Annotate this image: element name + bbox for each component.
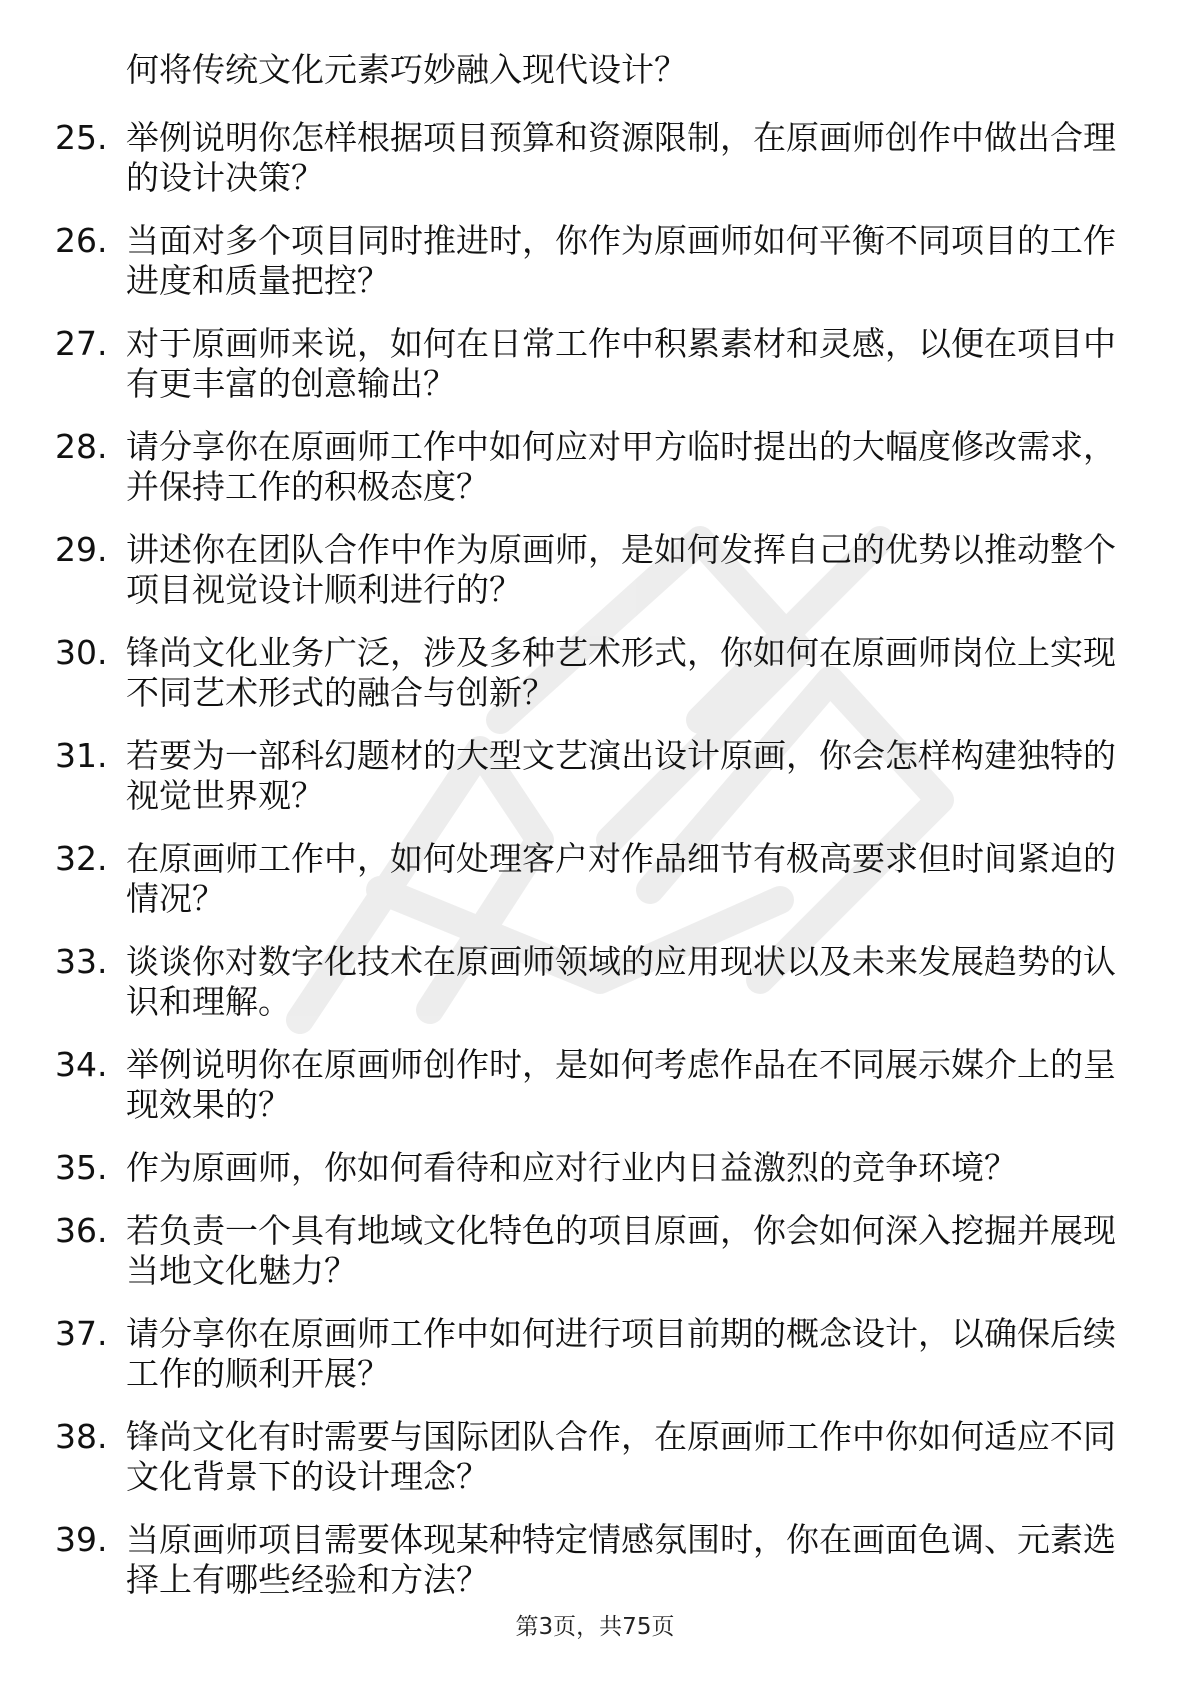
question-item-32 [0, 839, 1190, 942]
question-text: 若负责一个具有地域文化特色的项目原画，你会如何深入挖掘并展现当地文化魅力？ [126, 1211, 1116, 1290]
question-text: 讲述你在团队合作中作为原画师，是如何发挥自己的优势以推动整个项目视觉设计顺利进行的？ [126, 530, 1116, 609]
question-number: 32. [55, 839, 108, 878]
question-item-35 [0, 1148, 1190, 1211]
question-item-36 [0, 1211, 1190, 1314]
question-item-38 [0, 1417, 1190, 1520]
question-text: 举例说明你在原画师创作时，是如何考虑作品在不同展示媒介上的呈现效果的？ [126, 1045, 1116, 1124]
question-number: 28. [55, 427, 108, 466]
question-number: 37. [55, 1314, 108, 1353]
question-item-31 [0, 736, 1190, 839]
question-item-34 [0, 1045, 1190, 1148]
continuation-text: 何将传统文化元素巧妙融入现代设计？ [126, 50, 687, 89]
question-number: 34. [55, 1045, 108, 1084]
question-text: 谈谈你对数字化技术在原画师领域的应用现状以及未来发展趋势的认识和理解。 [126, 942, 1116, 1021]
question-item-33 [0, 942, 1190, 1045]
question-item-30 [0, 633, 1190, 736]
question-text: 若要为一部科幻题材的大型文艺演出设计原画，你会怎样构建独特的视觉世界观？ [126, 736, 1116, 815]
question-text: 锋尚文化有时需要与国际团队合作，在原画师工作中你如何适应不同文化背景下的设计理念？ [126, 1417, 1116, 1496]
question-item-27 [0, 324, 1190, 427]
question-text: 锋尚文化业务广泛，涉及多种艺术形式，你如何在原画师岗位上实现不同艺术形式的融合与创新？ [126, 633, 1116, 712]
question-number: 29. [55, 530, 108, 569]
question-number: 27. [55, 324, 108, 363]
question-number: 36. [55, 1211, 108, 1250]
question-number: 38. [55, 1417, 108, 1456]
question-number: 30. [55, 633, 108, 672]
question-text: 对于原画师来说，如何在日常工作中积累素材和灵感，以便在项目中有更丰富的创意输出？ [126, 324, 1116, 403]
question-item-29 [0, 530, 1190, 633]
question-item-25 [0, 118, 1190, 221]
question-text: 当原画师项目需要体现某种特定情感氛围时，你在画面色调、元素选择上有哪些经验和方法？ [126, 1520, 1116, 1599]
question-list [0, 118, 1190, 1623]
question-text: 当面对多个项目同时推进时，你作为原画师如何平衡不同项目的工作进度和质量把控？ [126, 221, 1116, 300]
question-text: 举例说明你怎样根据项目预算和资源限制，在原画师创作中做出合理的设计决策？ [126, 118, 1116, 197]
question-text: 请分享你在原画师工作中如何应对甲方临时提出的大幅度修改需求，并保持工作的积极态度？ [126, 427, 1116, 506]
question-text: 在原画师工作中，如何处理客户对作品细节有极高要求但时间紧迫的情况？ [126, 839, 1116, 918]
question-number: 31. [55, 736, 108, 775]
question-item-37 [0, 1314, 1190, 1417]
question-item-28 [0, 427, 1190, 530]
question-number: 39. [55, 1520, 108, 1559]
question-text: 作为原画师，你如何看待和应对行业内日益激烈的竞争环境？ [126, 1148, 1017, 1187]
page-footer: 第3页，共75页 [515, 1614, 675, 1640]
question-item-26 [0, 221, 1190, 324]
question-item-39 [0, 1520, 1190, 1623]
question-number: 33. [55, 942, 108, 981]
question-number: 26. [55, 221, 108, 260]
question-text: 请分享你在原画师工作中如何进行项目前期的概念设计，以确保后续工作的顺利开展？ [126, 1314, 1116, 1393]
question-number: 25. [55, 118, 108, 157]
question-number: 35. [55, 1148, 108, 1187]
